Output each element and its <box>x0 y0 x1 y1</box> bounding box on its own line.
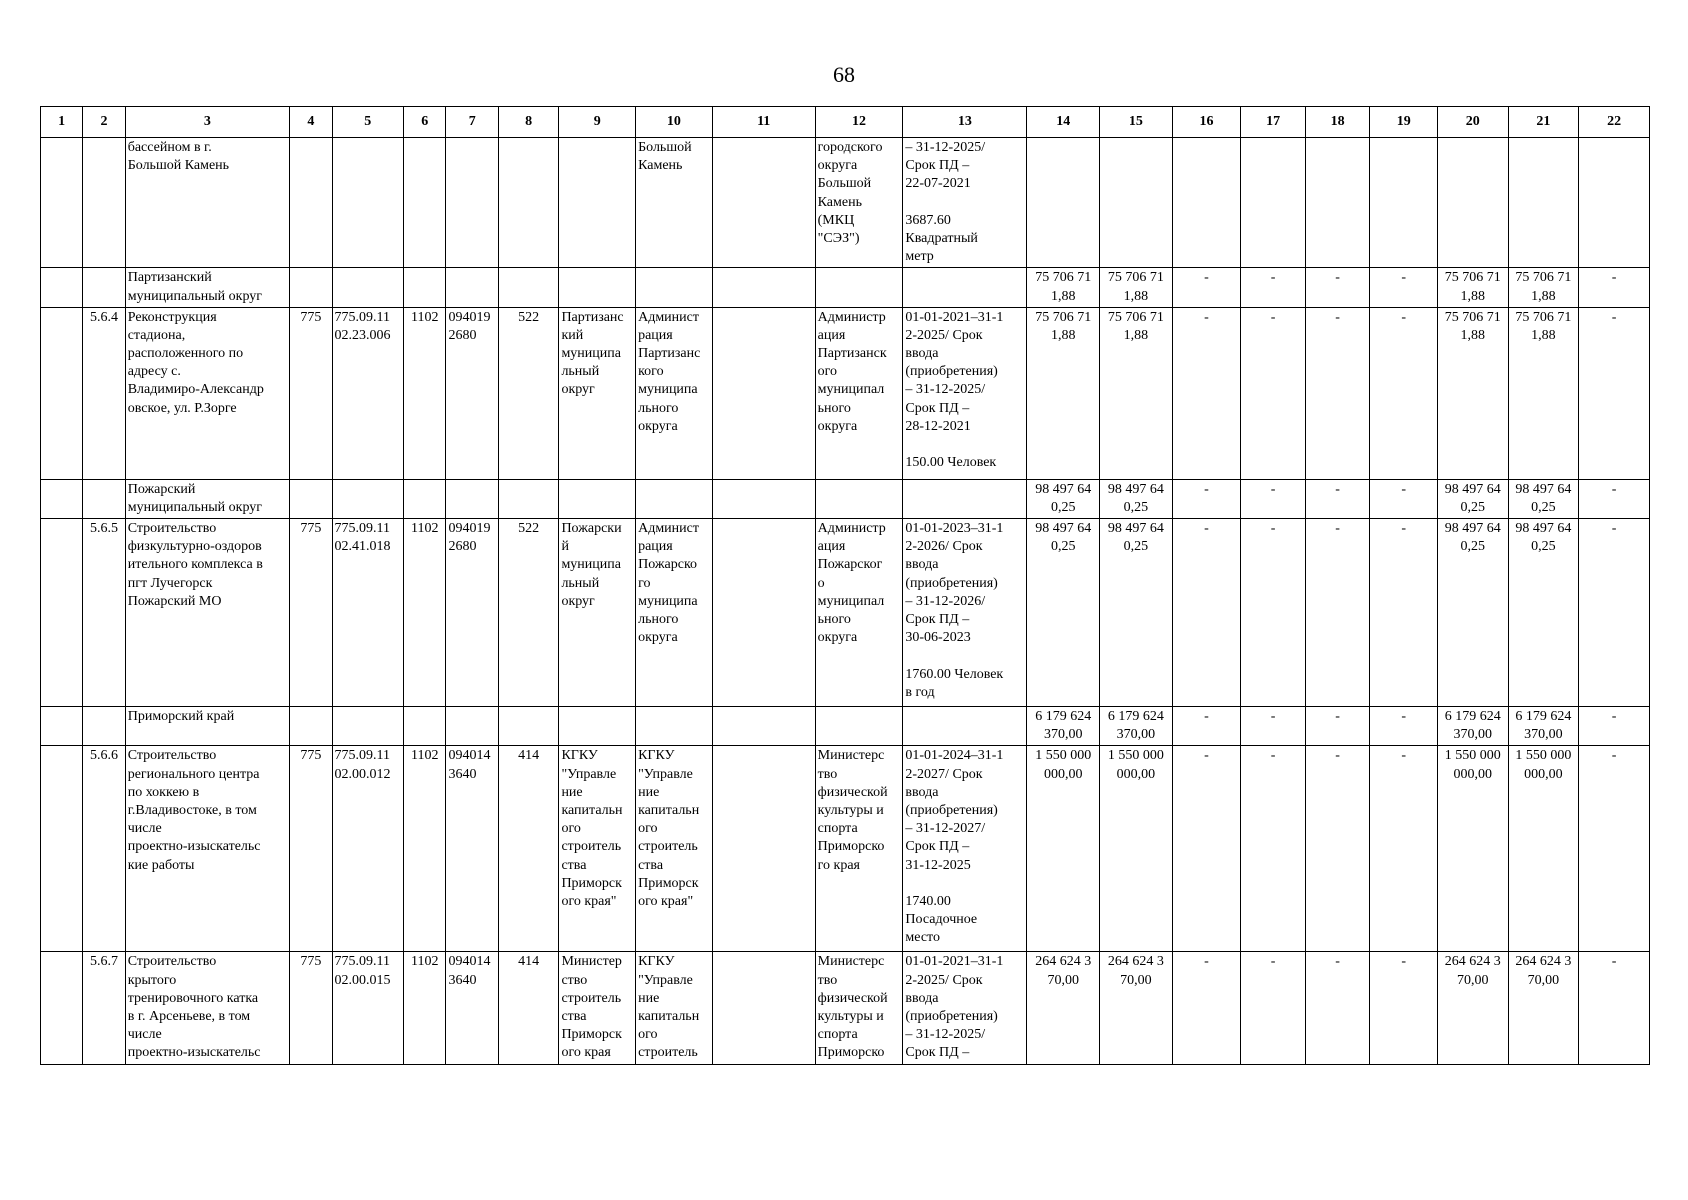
col-header: 21 <box>1508 107 1579 138</box>
table-cell <box>404 479 446 518</box>
table-cell: - <box>1305 952 1370 1064</box>
col-header: 5 <box>332 107 404 138</box>
table-cell: 775.09.11 02.00.015 <box>332 952 404 1064</box>
table-cell: Министерс тво физической культуры и спорта Приморско го края <box>815 746 903 952</box>
table-cell: 6 179 624 370,00 <box>1100 707 1173 746</box>
table-cell <box>1370 138 1438 268</box>
table-cell: 75 706 71 1,88 <box>1508 307 1579 479</box>
table-cell: 75 706 71 1,88 <box>1508 268 1579 307</box>
table-cell: 98 497 64 0,25 <box>1508 479 1579 518</box>
table-cell: 094019 2680 <box>446 519 498 707</box>
table-cell: 01-01-2023–31-1 2-2026/ Срок ввода (приобретения) – 31-12-2026/ Срок ПД – 30-06-2023 1760.00 Человек в год <box>903 519 1027 707</box>
table-row <box>41 138 1650 268</box>
header-row <box>41 107 1650 138</box>
table-body <box>41 138 1650 1065</box>
table-cell: 98 497 64 0,25 <box>1027 519 1100 707</box>
table-cell <box>636 268 713 307</box>
table-cell: 414 <box>498 746 559 952</box>
table-cell: 775 <box>290 952 332 1064</box>
table-row <box>41 479 1650 518</box>
table-cell <box>1100 138 1173 268</box>
table-cell <box>712 952 815 1064</box>
table-cell: Приморский край <box>125 707 289 746</box>
table-cell: - <box>1305 268 1370 307</box>
col-header: 19 <box>1370 107 1438 138</box>
table-cell: 6 179 624 370,00 <box>1027 707 1100 746</box>
table-cell: 1 550 000 000,00 <box>1508 746 1579 952</box>
col-header: 8 <box>498 107 559 138</box>
table-cell: - <box>1241 268 1306 307</box>
table-cell: Пожарски й муниципа льный округ <box>559 519 636 707</box>
table-cell: 98 497 64 0,25 <box>1100 479 1173 518</box>
table-cell: 01-01-2021–31-1 2-2025/ Срок ввода (приобретения) – 31-12-2025/ Срок ПД – <box>903 952 1027 1064</box>
table-cell: 775.09.11 02.41.018 <box>332 519 404 707</box>
table-cell <box>1579 138 1650 268</box>
table-cell <box>636 707 713 746</box>
table-cell <box>404 707 446 746</box>
table-cell: - <box>1172 268 1241 307</box>
table-cell <box>332 707 404 746</box>
col-header: 20 <box>1437 107 1508 138</box>
table-cell: - <box>1241 952 1306 1064</box>
table-cell: – 31-12-2025/ Срок ПД – 22-07-2021 3687.60 Квадратный метр <box>903 138 1027 268</box>
table-cell <box>559 707 636 746</box>
table-cell: - <box>1579 307 1650 479</box>
table-cell <box>498 268 559 307</box>
table-cell: 775 <box>290 307 332 479</box>
table-cell <box>41 268 83 307</box>
page-number: 68 <box>833 62 855 87</box>
table-cell: - <box>1579 268 1650 307</box>
table-cell <box>712 479 815 518</box>
table-cell <box>1437 138 1508 268</box>
table-cell <box>498 138 559 268</box>
table-cell: городского округа Большой Камень (МКЦ "СЭЗ") <box>815 138 903 268</box>
table-cell: 98 497 64 0,25 <box>1508 519 1579 707</box>
col-header: 11 <box>712 107 815 138</box>
table-cell <box>712 707 815 746</box>
table-cell: 98 497 64 0,25 <box>1437 479 1508 518</box>
table-cell <box>404 268 446 307</box>
table-cell <box>446 268 498 307</box>
table-cell: - <box>1241 479 1306 518</box>
table-cell <box>1241 138 1306 268</box>
col-header: 18 <box>1305 107 1370 138</box>
table-cell: 5.6.5 <box>83 519 125 707</box>
table-cell: Строительство регионального центра по хоккею в г.Владивостоке, в том числе проектно-изыскательс кие работы <box>125 746 289 952</box>
table-cell: 775.09.11 02.23.006 <box>332 307 404 479</box>
table-cell <box>712 519 815 707</box>
table-cell: - <box>1172 519 1241 707</box>
table-cell: - <box>1241 707 1306 746</box>
table-cell: - <box>1172 952 1241 1064</box>
table-cell <box>83 707 125 746</box>
table-cell <box>41 519 83 707</box>
table-row <box>41 268 1650 307</box>
table-cell <box>83 268 125 307</box>
table-cell: - <box>1172 746 1241 952</box>
col-header: 12 <box>815 107 903 138</box>
table-cell: 1 550 000 000,00 <box>1437 746 1508 952</box>
table-cell <box>903 268 1027 307</box>
col-header: 6 <box>404 107 446 138</box>
table-cell: 75 706 71 1,88 <box>1437 268 1508 307</box>
table-cell: - <box>1172 707 1241 746</box>
table-cell: - <box>1370 479 1438 518</box>
col-header: 14 <box>1027 107 1100 138</box>
table-cell: - <box>1305 479 1370 518</box>
budget-table <box>40 106 1650 1065</box>
table-cell <box>446 138 498 268</box>
table-cell: - <box>1370 707 1438 746</box>
col-header: 17 <box>1241 107 1306 138</box>
table-cell: - <box>1305 307 1370 479</box>
table-cell <box>712 307 815 479</box>
table-cell: - <box>1241 519 1306 707</box>
table-cell: 1102 <box>404 952 446 1064</box>
table-cell <box>815 268 903 307</box>
table-cell: 1 550 000 000,00 <box>1100 746 1173 952</box>
table-cell <box>903 707 1027 746</box>
table-cell: 75 706 71 1,88 <box>1027 307 1100 479</box>
table-cell <box>83 138 125 268</box>
table-cell: 775.09.11 02.00.012 <box>332 746 404 952</box>
table-cell <box>41 952 83 1064</box>
table-cell: - <box>1370 519 1438 707</box>
table-cell <box>559 268 636 307</box>
table-cell <box>290 479 332 518</box>
table-cell <box>498 479 559 518</box>
table-cell: Пожарский муниципальный округ <box>125 479 289 518</box>
table-cell: 5.6.7 <box>83 952 125 1064</box>
table-cell: 75 706 71 1,88 <box>1100 268 1173 307</box>
table-cell <box>332 268 404 307</box>
table-row <box>41 707 1650 746</box>
table-cell <box>712 746 815 952</box>
table-cell <box>332 138 404 268</box>
table-cell: - <box>1305 707 1370 746</box>
col-header: 2 <box>83 107 125 138</box>
table-cell: - <box>1579 479 1650 518</box>
col-header: 4 <box>290 107 332 138</box>
table-cell: 5.6.6 <box>83 746 125 952</box>
table-cell: 264 624 3 70,00 <box>1100 952 1173 1064</box>
table-cell <box>498 707 559 746</box>
col-header: 22 <box>1579 107 1650 138</box>
table-cell: 75 706 71 1,88 <box>1027 268 1100 307</box>
table-cell: 094019 2680 <box>446 307 498 479</box>
table-cell: - <box>1241 746 1306 952</box>
table-row <box>41 307 1650 479</box>
table-cell: Администр ация Пожарског о муниципал ьного округа <box>815 519 903 707</box>
table-cell <box>41 307 83 479</box>
table-cell: Строительство физкультурно-оздоров ительного комплекса в пгт Лучегорск Пожарский МО <box>125 519 289 707</box>
table-cell: 1102 <box>404 746 446 952</box>
table-cell: КГКУ "Управле ние капитальн ого строитель <box>636 952 713 1064</box>
table-cell: 414 <box>498 952 559 1064</box>
table-cell <box>290 138 332 268</box>
table-cell: - <box>1305 746 1370 952</box>
col-header: 1 <box>41 107 83 138</box>
table-cell: 1 550 000 000,00 <box>1027 746 1100 952</box>
table-cell <box>1027 138 1100 268</box>
table-cell: Большой Камень <box>636 138 713 268</box>
table-cell <box>1508 138 1579 268</box>
table-cell: Реконструкция стадиона, расположенного по адресу с. Владимиро-Александр овское, ул. Р.Зорге <box>125 307 289 479</box>
table-cell <box>41 707 83 746</box>
table-cell: 1102 <box>404 307 446 479</box>
table-cell <box>1172 138 1241 268</box>
table-cell <box>559 138 636 268</box>
col-header: 3 <box>125 107 289 138</box>
table-cell: - <box>1370 952 1438 1064</box>
table-cell: 98 497 64 0,25 <box>1100 519 1173 707</box>
table-cell: - <box>1172 479 1241 518</box>
table-cell: бассейном в г. Большой Камень <box>125 138 289 268</box>
table-cell: 522 <box>498 519 559 707</box>
table-cell <box>446 707 498 746</box>
table-cell <box>903 479 1027 518</box>
table-cell <box>636 479 713 518</box>
table-cell: - <box>1579 707 1650 746</box>
col-header: 10 <box>636 107 713 138</box>
table-cell <box>41 479 83 518</box>
table-cell: Строительство крытого тренировочного катка в г. Арсеньеве, в том числе проектно-изыскательс <box>125 952 289 1064</box>
table-cell: Партизанс кий муниципа льный округ <box>559 307 636 479</box>
table-cell <box>290 268 332 307</box>
table-cell: 775 <box>290 519 332 707</box>
table-cell: 75 706 71 1,88 <box>1437 307 1508 479</box>
table-cell: 775 <box>290 746 332 952</box>
table-cell: Админист рация Пожарско го муниципа льного округа <box>636 519 713 707</box>
table-cell: 094014 3640 <box>446 746 498 952</box>
table-cell <box>332 479 404 518</box>
table-cell: 75 706 71 1,88 <box>1100 307 1173 479</box>
col-header: 15 <box>1100 107 1173 138</box>
table-cell: 1102 <box>404 519 446 707</box>
table-cell <box>41 138 83 268</box>
table-cell: 522 <box>498 307 559 479</box>
table-cell: - <box>1241 307 1306 479</box>
table-cell: Админист рация Партизанс кого муниципа льного округа <box>636 307 713 479</box>
table-cell: 98 497 64 0,25 <box>1437 519 1508 707</box>
table-cell: 094014 3640 <box>446 952 498 1064</box>
table-cell <box>712 268 815 307</box>
table-cell: Министер ство строитель ства Приморск ого края <box>559 952 636 1064</box>
table-cell: Министерс тво физической культуры и спорта Приморско <box>815 952 903 1064</box>
table-cell: Администр ация Партизанск ого муниципал ьного округа <box>815 307 903 479</box>
table-cell <box>404 138 446 268</box>
table-cell <box>83 479 125 518</box>
table-cell: - <box>1370 268 1438 307</box>
table-cell <box>815 479 903 518</box>
table-cell <box>559 479 636 518</box>
table-cell: 264 624 3 70,00 <box>1508 952 1579 1064</box>
table-cell: - <box>1305 519 1370 707</box>
table-cell <box>815 707 903 746</box>
table-cell: - <box>1172 307 1241 479</box>
table-cell: 6 179 624 370,00 <box>1437 707 1508 746</box>
table-cell: 01-01-2021–31-1 2-2025/ Срок ввода (приобретения) – 31-12-2025/ Срок ПД – 28-12-2021 150.00 Человек <box>903 307 1027 479</box>
table-row <box>41 952 1650 1064</box>
table-cell <box>290 707 332 746</box>
col-header: 16 <box>1172 107 1241 138</box>
table-cell: 264 624 3 70,00 <box>1437 952 1508 1064</box>
col-header: 9 <box>559 107 636 138</box>
table-cell: 01-01-2024–31-1 2-2027/ Срок ввода (приобретения) – 31-12-2027/ Срок ПД – 31-12-2025 1740.00 Посадочное место <box>903 746 1027 952</box>
table-cell <box>1305 138 1370 268</box>
table-cell: 264 624 3 70,00 <box>1027 952 1100 1064</box>
table-cell <box>446 479 498 518</box>
table-cell: - <box>1370 307 1438 479</box>
table-cell: 5.6.4 <box>83 307 125 479</box>
table-row <box>41 519 1650 707</box>
table-cell <box>712 138 815 268</box>
table-cell: - <box>1370 746 1438 952</box>
table-row <box>41 746 1650 952</box>
table-cell: 98 497 64 0,25 <box>1027 479 1100 518</box>
col-header: 7 <box>446 107 498 138</box>
table-cell: Партизанский муниципальный округ <box>125 268 289 307</box>
table-cell: 6 179 624 370,00 <box>1508 707 1579 746</box>
table-cell <box>41 746 83 952</box>
table-cell: - <box>1579 519 1650 707</box>
col-header: 13 <box>903 107 1027 138</box>
table-cell: - <box>1579 746 1650 952</box>
table-cell: КГКУ "Управле ние капитальн ого строитель ства Приморск ого края" <box>636 746 713 952</box>
table-cell: КГКУ "Управле ние капитальн ого строитель ства Приморск ого края" <box>559 746 636 952</box>
table-cell: - <box>1579 952 1650 1064</box>
